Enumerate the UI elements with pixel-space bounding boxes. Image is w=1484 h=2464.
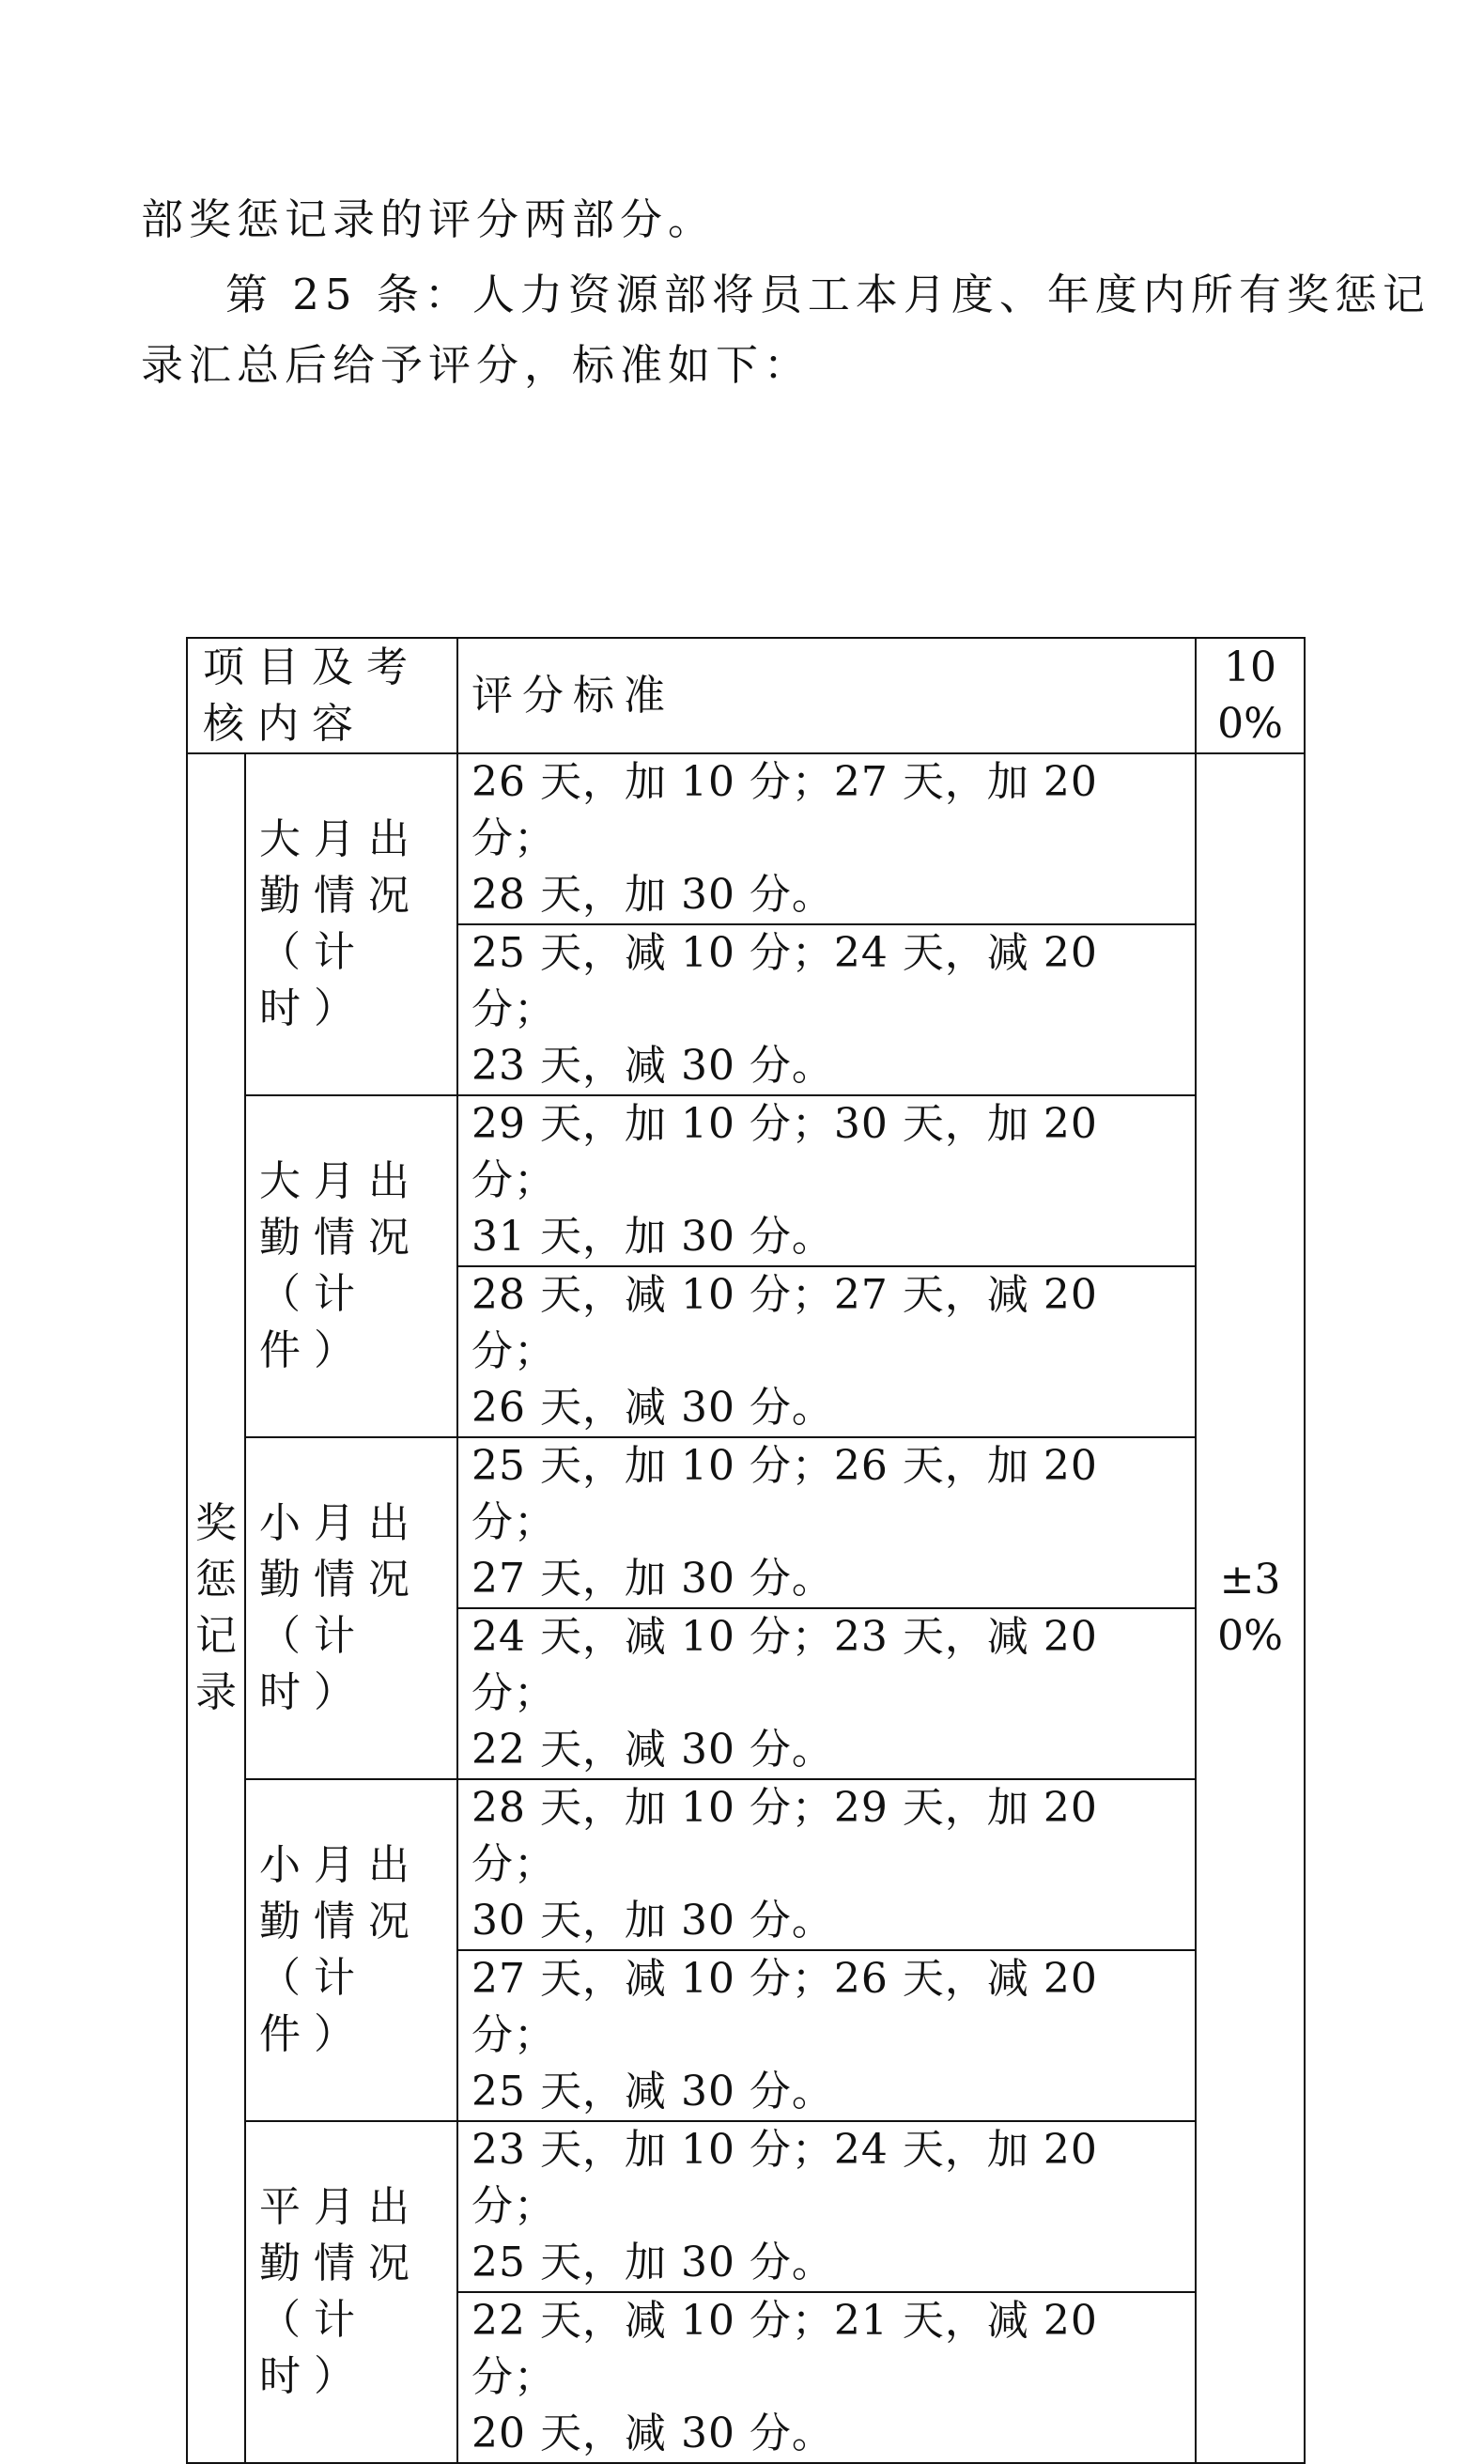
table-row [187, 2121, 1305, 2292]
table-row [187, 753, 1305, 924]
group-label-char: 惩 [195, 1556, 237, 1604]
table-header-row [187, 638, 1305, 753]
group-label-char: 记 [195, 1612, 237, 1660]
scoring-table [186, 637, 1306, 2464]
rule-cell: 22 天，减 10 分；21 天，减 20 分； 20 天，减 30 分。 [457, 2292, 1196, 2463]
table-row [187, 1437, 1305, 1608]
paragraph-line: 录汇总后给予评分，标准如下： [141, 340, 812, 390]
rule-cell: 25 天，加 10 分；26 天，加 20 分； 27 天，加 30 分。 [457, 1437, 1196, 1608]
rule-cell: 28 天，减 10 分；27 天，减 20 分； 26 天，减 30 分。 [457, 1266, 1196, 1437]
table-row [187, 1779, 1305, 1950]
table-row [187, 1095, 1305, 1266]
group-label-char: 录 [195, 1668, 237, 1716]
paragraph-1: 部奖惩记录的评分两部分。 [141, 194, 717, 244]
header-weight: 100% [1196, 638, 1305, 753]
header-scoring-standard: 评分标准 [457, 638, 1196, 753]
item-name-cell: 平月出勤情况（计时） [245, 2121, 457, 2463]
item-name-cell: 小月出勤情况（计时） [245, 1437, 457, 1779]
group-label-char: 奖 [195, 1499, 237, 1547]
group-label-cell [187, 753, 245, 2463]
paragraph-line: 第 25 条：人力资源部将员工本月度、年度内所有奖惩记 [225, 270, 1430, 319]
rule-cell: 29 天，加 10 分；30 天，加 20 分； 31 天，加 30 分。 [457, 1095, 1196, 1266]
item-name-cell: 小月出勤情况（计件） [245, 1779, 457, 2121]
rule-cell: 26 天，加 10 分；27 天，加 20 分； 28 天，加 30 分。 [457, 753, 1196, 924]
paragraph-article-25 [141, 259, 1430, 400]
rule-cell: 23 天，加 10 分；24 天，加 20 分； 25 天，加 30 分。 [457, 2121, 1196, 2292]
header-item-content: 项目及考核内容 [187, 638, 457, 753]
rule-cell: 24 天，减 10 分；23 天，减 20 分； 22 天，减 30 分。 [457, 1608, 1196, 1779]
item-name-cell: 大月出勤情况（计时） [245, 753, 457, 1095]
rule-cell: 25 天，减 10 分；24 天，减 20 分； 23 天，减 30 分。 [457, 924, 1196, 1095]
rule-cell: 28 天，加 10 分；29 天，加 20 分； 30 天，加 30 分。 [457, 1779, 1196, 1950]
group-weight-cell: ±30% [1196, 753, 1305, 2463]
item-name-cell: 大月出勤情况（计件） [245, 1095, 457, 1437]
rule-cell: 27 天，减 10 分；26 天，减 20 分； 25 天，减 30 分。 [457, 1950, 1196, 2121]
